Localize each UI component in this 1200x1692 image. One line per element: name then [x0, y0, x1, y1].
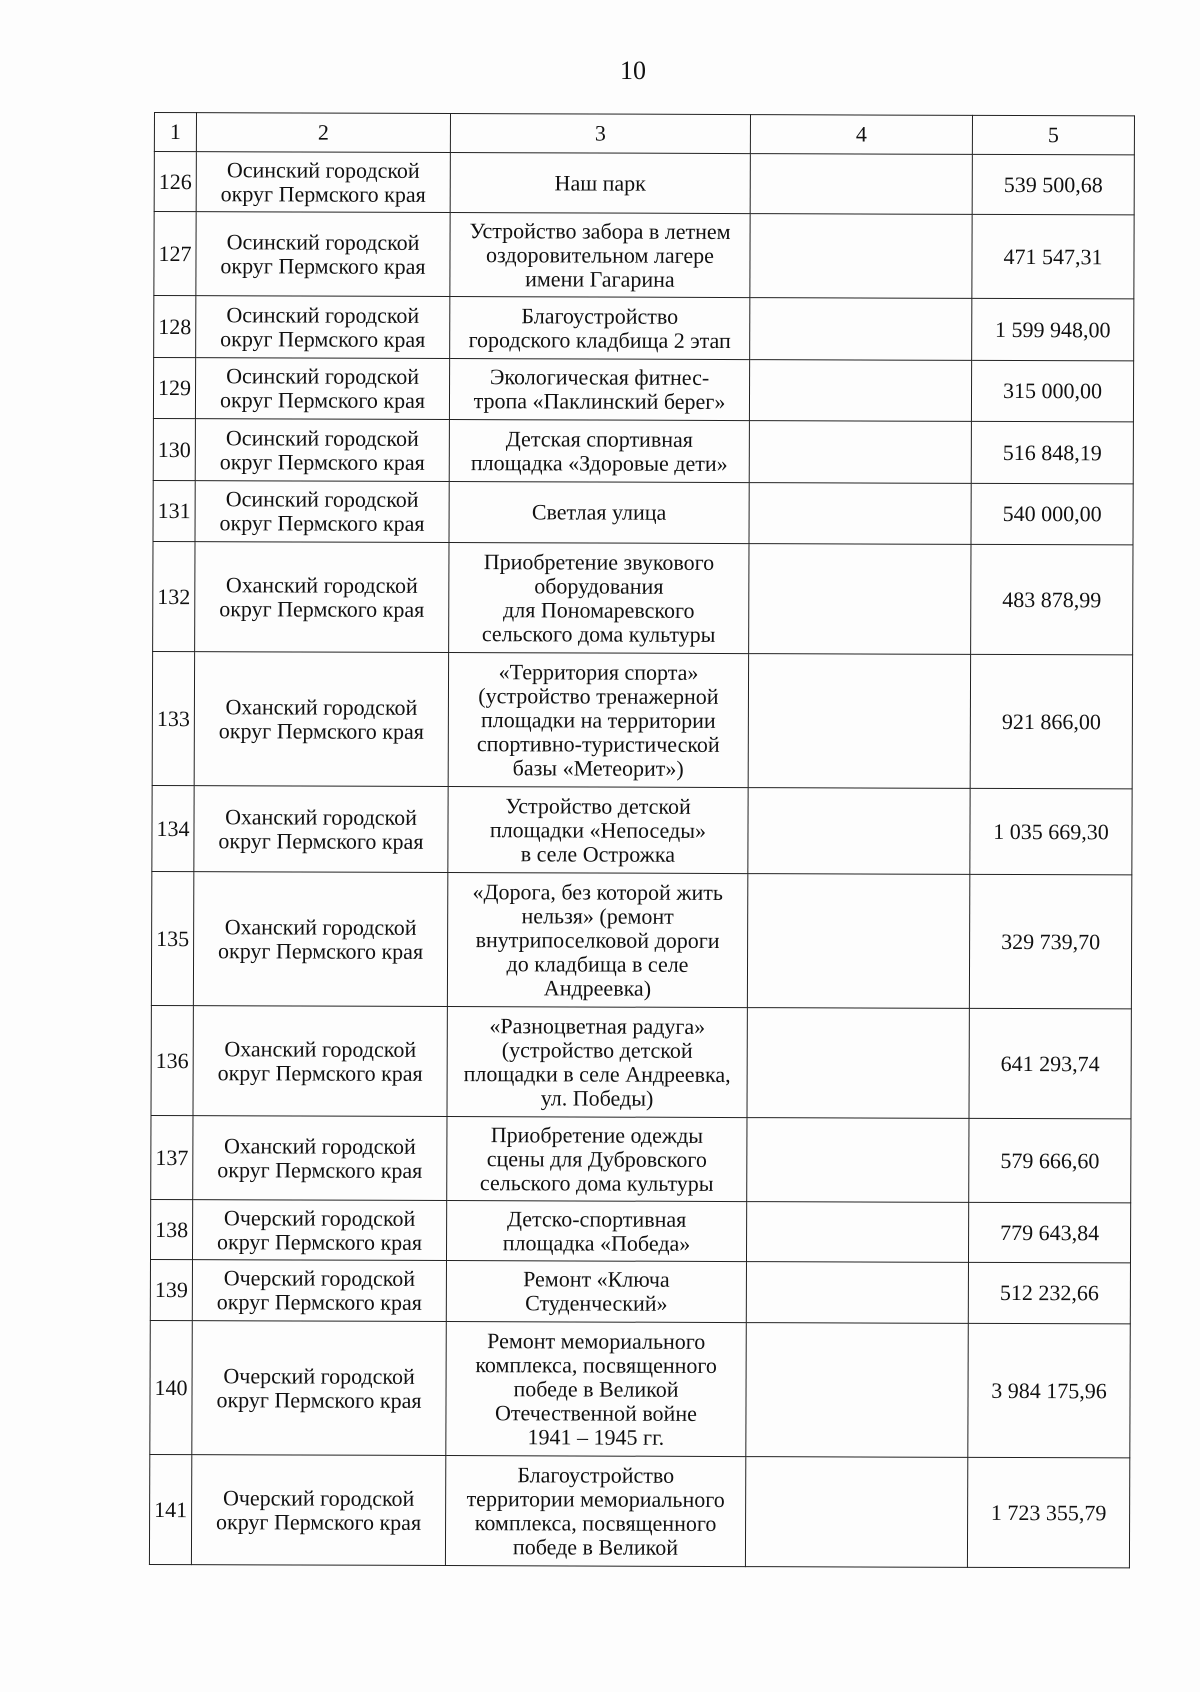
- project-line: Устройство детской: [505, 792, 691, 819]
- column-4-cell: [748, 654, 970, 789]
- table-row: [152, 651, 1132, 788]
- municipality-cell: [195, 358, 449, 420]
- project-line: ул. Победы): [540, 1084, 654, 1111]
- project-line: Устройство забора в летнем: [469, 217, 731, 244]
- municipality-line: Осинский городской: [226, 363, 420, 389]
- amount-cell: 3 984 175,96: [968, 1323, 1130, 1458]
- project-line: Светлая улица: [531, 499, 667, 525]
- column-4-cell: [749, 483, 971, 545]
- municipality-line: округ Пермского края: [216, 1386, 422, 1413]
- column-number-row: [154, 113, 1134, 155]
- project-line: Андреевка): [543, 974, 652, 1001]
- municipality-cell: [194, 786, 448, 873]
- table-row: [151, 871, 1131, 1008]
- amount-cell: 1 035 669,30: [970, 788, 1132, 875]
- municipality-cell: [196, 152, 450, 213]
- project-line: нельзя» (ремонт: [521, 902, 674, 929]
- project-line: победе в Великой: [513, 1375, 679, 1402]
- municipality-line: Осинский городской: [225, 486, 419, 512]
- column-4-cell: [750, 298, 972, 361]
- municipality-line: округ Пермского края: [216, 1508, 422, 1535]
- amount-cell: 540 000,00: [971, 483, 1133, 545]
- municipality-cell: [195, 419, 449, 482]
- table-row: [154, 212, 1134, 299]
- municipality-cell: [193, 872, 447, 1007]
- project-line: территории мемориального: [466, 1485, 725, 1512]
- column-header-3: 3: [450, 114, 750, 154]
- project-line: оборудования: [534, 572, 664, 599]
- municipality-line: округ Пермского края: [220, 325, 426, 352]
- project-line: Детско-спортивная: [506, 1205, 687, 1232]
- amount-cell: 329 739,70: [969, 874, 1131, 1009]
- municipality-cell: [192, 1200, 446, 1261]
- municipality-line: Оханский городской: [224, 913, 417, 940]
- project-line: победе в Великой: [512, 1533, 679, 1560]
- municipality-line: Очерский городской: [223, 1204, 416, 1231]
- amount-cell: 1 599 948,00: [972, 298, 1134, 361]
- project-line: Приобретение одежды: [490, 1121, 704, 1148]
- project-line: площадка «Здоровые дети»: [470, 449, 728, 476]
- column-4-cell: [746, 1323, 968, 1458]
- municipality-line: округ Пермского края: [218, 717, 424, 744]
- project-cell: [450, 297, 750, 360]
- project-cell: [446, 1261, 746, 1323]
- municipality-line: округ Пермского края: [219, 387, 426, 413]
- row-number: 136: [151, 1005, 193, 1115]
- municipality-line: округ Пермского края: [217, 937, 424, 964]
- municipality-cell: [191, 1455, 445, 1566]
- municipality-cell: [196, 212, 450, 297]
- municipality-line: округ Пермского края: [220, 180, 426, 207]
- municipality-line: Осинский городской: [226, 228, 420, 255]
- project-cell: [449, 482, 749, 544]
- project-cell: [449, 420, 749, 483]
- municipality-cell: [195, 542, 449, 653]
- amount-cell: 315 000,00: [971, 360, 1133, 422]
- row-number: 126: [154, 152, 196, 212]
- project-line: Приобретение звукового: [483, 548, 715, 575]
- project-line: Ремонт мемориального: [487, 1327, 706, 1354]
- table-row: [153, 358, 1133, 422]
- municipality-line: Осинский городской: [225, 424, 419, 451]
- amount-cell: 471 547,31: [972, 214, 1134, 299]
- municipality-cell: [195, 481, 449, 543]
- municipality-line: округ Пермского края: [218, 827, 424, 854]
- column-4-cell: [749, 421, 971, 484]
- municipality-line: Очерский городской: [223, 1362, 415, 1389]
- project-cell: [448, 653, 748, 788]
- municipality-line: Очерский городской: [223, 1265, 416, 1291]
- municipality-line: Осинский городской: [226, 301, 420, 328]
- projects-table: [149, 112, 1135, 1568]
- table-row: [151, 1005, 1131, 1118]
- row-number: 134: [152, 785, 194, 871]
- column-4-cell: [745, 1457, 967, 1568]
- amount-cell: 779 643,84: [968, 1202, 1130, 1263]
- project-line: Благоустройство: [521, 302, 679, 329]
- row-number: 131: [153, 480, 195, 541]
- municipality-line: Оханский городской: [225, 803, 417, 830]
- project-line: Ремонт «Ключа: [523, 1266, 670, 1292]
- project-cell: [450, 213, 750, 298]
- column-header-4: 4: [750, 115, 972, 155]
- project-line: Детская спортивная: [505, 425, 693, 452]
- project-line: до кладбища в селе: [506, 950, 689, 977]
- municipality-line: Оханский городской: [225, 571, 418, 598]
- project-line: оздоровительном лагере: [486, 241, 714, 268]
- row-number: 133: [152, 651, 194, 785]
- column-4-cell: [748, 788, 970, 875]
- project-line: комплекса, посвященного: [475, 1351, 717, 1378]
- project-line: Студенческий»: [525, 1290, 668, 1316]
- table-row: [153, 418, 1133, 483]
- municipality-line: Оханский городской: [223, 1132, 416, 1159]
- project-line: (устройство детской: [501, 1036, 693, 1063]
- row-number: 130: [153, 418, 195, 480]
- municipality-line: округ Пермского края: [219, 595, 425, 622]
- municipality-cell: [192, 1260, 446, 1322]
- project-cell: [446, 1322, 746, 1457]
- project-line: 1941 – 1945 гг.: [527, 1423, 665, 1450]
- row-number: 129: [153, 358, 195, 419]
- project-line: площадки на территории: [480, 706, 716, 733]
- table-row: [153, 480, 1133, 544]
- row-number: 135: [151, 871, 193, 1005]
- table-row: [153, 541, 1133, 654]
- amount-cell: 483 878,99: [971, 544, 1133, 655]
- project-line: комплекса, посвященного: [474, 1509, 717, 1536]
- municipality-cell: [196, 296, 450, 359]
- table-row: [154, 152, 1134, 215]
- project-cell: [447, 1117, 747, 1202]
- page-number: 10: [620, 56, 646, 85]
- row-number: 140: [150, 1320, 192, 1454]
- column-header-2: 2: [196, 113, 450, 153]
- municipality-line: Очерский городской: [222, 1484, 415, 1511]
- project-line: для Пономаревского: [503, 596, 695, 623]
- project-line: Экологическая фитнес-: [489, 364, 710, 390]
- project-line: в селе Острожка: [520, 840, 676, 867]
- municipality-line: округ Пермского края: [216, 1289, 422, 1315]
- column-4-cell: [750, 154, 972, 215]
- project-cell: [445, 1456, 745, 1567]
- table-row: [150, 1259, 1130, 1323]
- project-cell: [450, 153, 750, 214]
- amount-cell: 641 293,74: [969, 1008, 1131, 1119]
- project-line: сцены для Дубровского: [486, 1145, 707, 1172]
- project-cell: [447, 873, 747, 1008]
- column-4-cell: [746, 1202, 968, 1263]
- municipality-cell: [192, 1321, 446, 1456]
- project-cell: [449, 359, 749, 421]
- table-body: [149, 113, 1134, 1568]
- municipality-line: округ Пермского края: [219, 510, 425, 536]
- project-line: Отечественной войне: [494, 1399, 697, 1426]
- amount-cell: 921 866,00: [970, 654, 1132, 789]
- column-4-cell: [747, 1008, 969, 1119]
- project-line: сельского дома культуры: [479, 1169, 714, 1196]
- column-4-cell: [750, 214, 972, 299]
- municipality-line: округ Пермского края: [219, 448, 425, 475]
- municipality-cell: [194, 652, 448, 787]
- project-line: «Дорога, без которой жить: [472, 878, 724, 905]
- column-4-cell: [746, 1262, 968, 1324]
- project-line: Наш парк: [554, 169, 646, 196]
- municipality-line: округ Пермского края: [220, 252, 426, 279]
- row-number: 138: [150, 1199, 192, 1259]
- municipality-cell: [193, 1116, 447, 1201]
- row-number: 127: [154, 212, 196, 296]
- municipality-cell: [193, 1006, 447, 1117]
- row-number: 139: [150, 1259, 192, 1320]
- project-line: площадки «Непоседы»: [489, 816, 707, 843]
- table-row: [149, 1454, 1129, 1567]
- project-line: тропа «Паклинский берег»: [473, 388, 726, 414]
- project-line: базы «Метеорит»): [512, 754, 684, 781]
- amount-cell: 579 666,60: [969, 1118, 1131, 1203]
- project-cell: [448, 787, 748, 874]
- table-row: [150, 1320, 1130, 1457]
- project-line: «Разноцветная радуга»: [489, 1012, 706, 1039]
- project-cell: [447, 1007, 747, 1118]
- project-line: площадки в селе Андреевка,: [463, 1060, 731, 1087]
- municipality-line: Оханский городской: [224, 1035, 417, 1062]
- column-header-5: 5: [972, 115, 1134, 155]
- municipality-line: округ Пермского края: [216, 1228, 423, 1255]
- project-line: Благоустройство: [517, 1461, 675, 1488]
- row-number: 132: [153, 541, 195, 651]
- project-line: городского кладбища 2 этап: [468, 326, 731, 353]
- table-row: [151, 1115, 1131, 1202]
- project-line: «Территория спорта»: [498, 658, 699, 685]
- row-number: 128: [154, 296, 196, 358]
- municipality-line: Осинский городской: [226, 156, 420, 183]
- amount-cell: 539 500,68: [972, 154, 1134, 215]
- project-cell: [449, 543, 749, 654]
- column-4-cell: [747, 1118, 969, 1203]
- table-row: [154, 296, 1134, 361]
- project-line: площадка «Победа»: [502, 1229, 691, 1256]
- column-header-1: 1: [154, 113, 196, 152]
- project-line: сельского дома культуры: [481, 620, 716, 647]
- project-line: (устройство тренажерной: [478, 682, 719, 709]
- table-row: [152, 785, 1132, 874]
- amount-cell: 512 232,66: [968, 1262, 1130, 1324]
- project-line: спортивно-туристической: [476, 730, 720, 757]
- project-line: внутрипоселковой дороги: [475, 926, 720, 953]
- project-line: имени Гагарина: [525, 265, 675, 292]
- municipality-line: округ Пермского края: [217, 1059, 423, 1086]
- column-4-cell: [749, 360, 971, 422]
- amount-cell: 516 848,19: [971, 421, 1133, 484]
- municipality-line: округ Пермского края: [217, 1156, 423, 1183]
- table-row: [150, 1199, 1130, 1262]
- amount-cell: 1 723 355,79: [967, 1457, 1129, 1568]
- column-4-cell: [749, 544, 971, 655]
- row-number: 141: [149, 1454, 191, 1564]
- municipality-line: Оханский городской: [225, 693, 418, 720]
- column-4-cell: [747, 874, 969, 1009]
- row-number: 137: [151, 1115, 193, 1199]
- project-cell: [446, 1201, 746, 1262]
